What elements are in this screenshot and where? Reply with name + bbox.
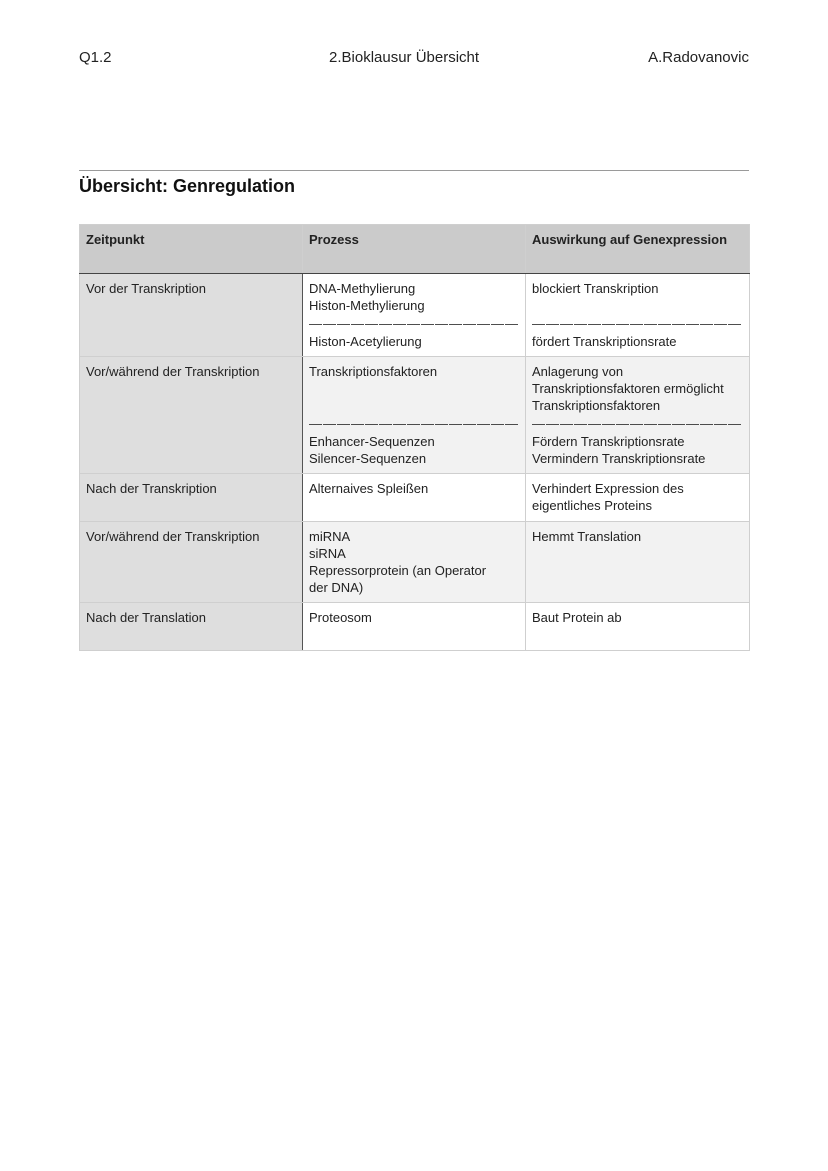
cell-line: miRNA (309, 529, 351, 544)
cell-auswirkung (526, 357, 750, 474)
cell-auswirkung (526, 522, 750, 603)
dash-separator: ——————————————— (532, 316, 742, 331)
cell-zeitpunkt: Nach der Translation (80, 603, 303, 651)
cell-line: Proteosom (309, 610, 372, 625)
course-label: Q1.2 (79, 49, 112, 66)
table-header-row (80, 225, 750, 274)
cell-line: Alternaives Spleißen (309, 481, 429, 496)
cell-line: Verhindert Expression des (532, 481, 684, 496)
cell-prozess (303, 522, 526, 603)
cell-line: DNA-Methylierung (309, 281, 416, 296)
cell-line: Repressorprotein (an Operator (309, 563, 487, 578)
section-title: Übersicht: Genregulation (79, 176, 296, 196)
cell-line: Silencer-Sequenzen (309, 451, 427, 466)
cell-line: Transkriptionsfaktoren (309, 364, 438, 379)
table-row (80, 603, 750, 651)
dash-separator: ——————————————— (309, 316, 519, 331)
cell-line: Transkriptionsfaktoren (532, 398, 661, 413)
cell-zeitpunkt: Nach der Transkription (80, 474, 303, 522)
column-header-zeitpunkt: Zeitpunkt (80, 225, 303, 274)
dash-separator: ——————————————— (532, 416, 742, 431)
cell-zeitpunkt: Vor/während der Transkription (80, 522, 303, 603)
cell-auswirkung (526, 474, 750, 522)
author-name: A.Radovanovic (648, 49, 749, 66)
cell-prozess (303, 603, 526, 651)
cell-line: Transkriptionsfaktoren ermöglicht (532, 381, 724, 396)
cell-line: Fördern Transkriptionsrate (532, 434, 685, 449)
cell-line: Histon-Acetylierung (309, 334, 422, 349)
cell-line: Anlagerung von (532, 364, 624, 379)
cell-zeitpunkt: Vor/während der Transkription (80, 357, 303, 474)
dash-separator: ——————————————— (309, 416, 519, 431)
cell-auswirkung (526, 603, 750, 651)
cell-line: Baut Protein ab (532, 610, 622, 625)
cell-prozess (303, 274, 526, 357)
cell-line: eigentliches Proteins (532, 498, 652, 513)
column-header-prozess: Prozess (303, 225, 526, 274)
cell-zeitpunkt: Vor der Transkription (80, 274, 303, 357)
cell-line: Histon-Methylierung (309, 298, 425, 313)
cell-auswirkung (526, 274, 750, 357)
cell-line: Hemmt Translation (532, 529, 642, 544)
cell-prozess (303, 474, 526, 522)
column-header-auswirkung: Auswirkung auf Genexpression (526, 225, 750, 274)
page-header (79, 49, 749, 69)
header-divider (79, 170, 749, 171)
table-row (80, 474, 750, 522)
cell-line: siRNA (309, 546, 346, 561)
table-row (80, 274, 750, 357)
table-row (80, 357, 750, 474)
cell-line: der DNA) (309, 580, 364, 595)
cell-line: Enhancer-Sequenzen (309, 434, 435, 449)
cell-prozess (303, 357, 526, 474)
genregulation-table (79, 224, 750, 651)
document-title: 2.Bioklausur Übersicht (329, 49, 480, 66)
cell-line: Vermindern Transkriptionsrate (532, 451, 706, 466)
table-row (80, 522, 750, 603)
cell-line: blockiert Transkription (532, 281, 659, 296)
cell-line: fördert Transkriptionsrate (532, 334, 677, 349)
